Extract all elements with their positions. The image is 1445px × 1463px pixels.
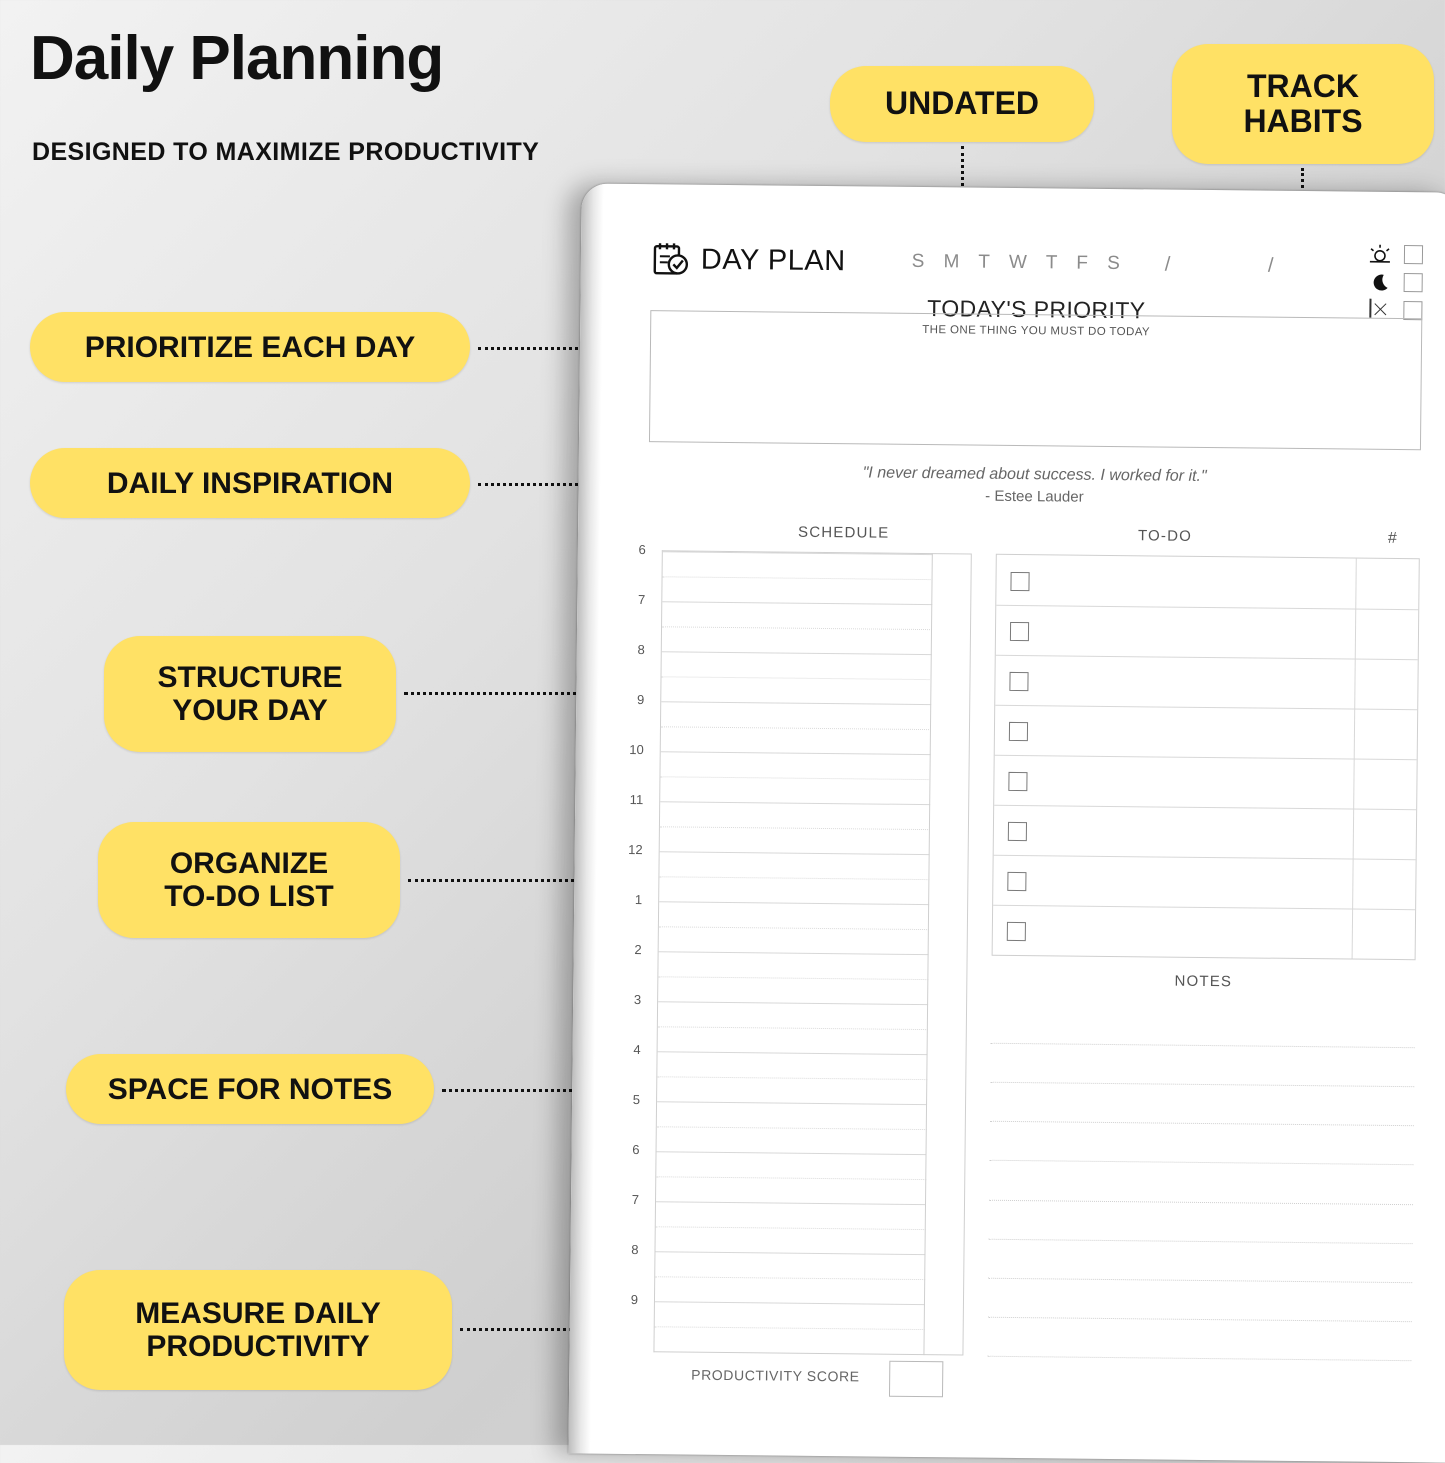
todo-checkbox[interactable] [1007,921,1026,940]
schedule-grid[interactable] [653,550,932,1355]
callout-organize-line1: ORGANIZE [170,847,328,880]
priority-heading: TODAY'S PRIORITY [650,292,1422,327]
todo-row[interactable] [996,555,1419,610]
habit-checkbox-skip[interactable] [1403,301,1422,320]
schedule-hour-line[interactable] [660,851,930,855]
date-field[interactable]: / / [1165,253,1320,278]
todo-count-cell[interactable] [1354,659,1418,710]
schedule-hour-label: 12 [628,842,643,857]
habit-row-night[interactable] [1317,269,1423,294]
todo-row[interactable] [993,855,1416,910]
productivity-input[interactable] [889,1361,943,1398]
todo-checkbox[interactable] [1008,771,1027,790]
callout-undated-label: UNDATED [885,86,1039,121]
schedule-heading: SCHEDULE [798,524,889,542]
page-title: Daily Planning [30,28,443,90]
schedule-half-hour-line[interactable] [658,976,928,980]
callout-measure-line1: MEASURE DAILY [135,1297,381,1330]
schedule-hour-label: 8 [637,642,644,657]
schedule-hour-line[interactable] [661,701,931,705]
callout-track-habits-line1: TRACK [1247,69,1359,104]
schedule-half-hour-line[interactable] [663,576,933,580]
schedule-half-hour-line[interactable] [660,776,930,780]
schedule-hour-label: 5 [633,1092,640,1107]
callout-notes-label: SPACE FOR NOTES [108,1073,392,1106]
schedule-side-column[interactable] [923,553,971,1355]
hour-label-column [607,550,645,1352]
callout-inspiration [30,448,470,518]
callout-undated [830,66,1094,142]
habit-checkbox-morning[interactable] [1404,245,1423,264]
notes-heading: NOTES [991,971,1415,992]
todo-row[interactable] [994,805,1417,860]
schedule-hour-label: 4 [633,1042,640,1057]
schedule-half-hour-line[interactable] [660,826,930,830]
schedule-hour-line[interactable] [662,651,932,655]
callout-prioritize-label: PRIORITIZE EACH DAY [85,331,416,364]
schedule-half-hour-line[interactable] [658,1026,928,1030]
schedule-hour-line[interactable] [656,1201,926,1205]
todo-row[interactable] [996,605,1419,660]
planner-page [568,183,1445,1462]
schedule-hour-label: 6 [632,1142,639,1157]
planner-header [651,232,1424,294]
schedule-hour-label: 1 [635,892,642,907]
todo-checkbox[interactable] [1010,571,1029,590]
todo-checkbox[interactable] [1008,821,1027,840]
todo-row[interactable] [994,755,1417,810]
todo-checkbox[interactable] [1009,671,1028,690]
schedule-hour-label: 9 [631,1292,638,1307]
planner-title: DAY PLAN [701,243,846,278]
schedule-hour-line[interactable] [663,551,933,555]
schedule-half-hour-line[interactable] [662,676,932,680]
notes-line[interactable] [990,1082,1414,1087]
schedule-hour-label: 2 [634,942,641,957]
schedule-half-hour-line[interactable] [657,1126,927,1130]
habit-checkbox-night[interactable] [1404,273,1423,292]
planner-content [639,232,1423,1422]
notes-line[interactable] [987,1356,1411,1361]
schedule-half-hour-line[interactable] [657,1076,927,1080]
schedule-hour-line[interactable] [662,601,932,605]
column-headings [648,522,1420,530]
schedule-hour-label: 3 [634,992,641,1007]
page-subtitle: DESIGNED TO MAXIMIZE PRODUCTIVITY [32,138,539,167]
habit-row-morning[interactable] [1317,241,1423,266]
notes-area[interactable] [987,1004,1415,1360]
callout-track-habits [1172,44,1434,164]
todo-list[interactable] [992,554,1420,960]
schedule-hour-label: 10 [629,742,644,757]
schedule-half-hour-line[interactable] [661,726,931,730]
callout-inspiration-label: DAILY INSPIRATION [107,467,393,500]
schedule-hour-line[interactable] [658,1001,928,1005]
schedule-hour-label: 11 [630,792,644,807]
productivity-score [653,1358,963,1395]
todo-count-cell[interactable] [1352,859,1416,910]
notes-line[interactable] [988,1278,1412,1283]
callout-measure [64,1270,452,1390]
todo-count-cell[interactable] [1353,809,1417,860]
todo-count-cell[interactable] [1355,559,1419,610]
todo-row[interactable] [993,905,1416,959]
sunrise-icon [1368,244,1390,264]
quote-author: - Estee Lauder [648,484,1420,509]
todo-count-cell[interactable] [1355,609,1419,660]
schedule-hour-line[interactable] [661,751,931,755]
callout-organize-line2: TO-DO LIST [164,880,333,913]
notes-line[interactable] [989,1160,1413,1165]
todo-checkbox[interactable] [1007,871,1026,890]
schedule-hour-line[interactable] [659,901,929,905]
callout-prioritize [30,312,470,382]
callout-track-habits-line2: HABITS [1243,104,1362,139]
todo-count-heading: # [1388,530,1398,548]
schedule-hour-line[interactable] [659,951,929,955]
notes-line[interactable] [988,1317,1412,1322]
book-spine [568,183,603,1453]
schedule-hour-line[interactable] [657,1101,927,1105]
schedule-hour-line[interactable] [655,1251,925,1255]
schedule-half-hour-line[interactable] [656,1226,926,1230]
schedule-hour-label: 7 [638,592,645,607]
callout-structure-line2: YOUR DAY [172,694,328,727]
callout-measure-line2: PRODUCTIVITY [146,1330,369,1363]
schedule-half-hour-line[interactable] [659,926,929,930]
todo-row[interactable] [995,705,1418,760]
schedule-hour-label: 8 [631,1242,638,1257]
todo-checkbox[interactable] [1009,721,1028,740]
schedule-hour-line[interactable] [657,1151,927,1155]
todo-heading: TO-DO [1138,527,1192,545]
notes-line[interactable] [990,1121,1414,1126]
callout-organize [98,822,400,938]
schedule-half-hour-line[interactable] [662,626,932,630]
notes-line[interactable] [989,1199,1413,1204]
priority-input[interactable] [649,310,1422,450]
schedule-hour-label: 6 [639,542,646,557]
schedule-hour-label: 7 [632,1192,639,1207]
todo-count-cell[interactable] [1352,909,1416,960]
callout-structure [104,636,396,752]
todo-count-cell[interactable] [1353,759,1417,810]
schedule-half-hour-line[interactable] [655,1326,925,1330]
productivity-label: PRODUCTIVITY SCORE [691,1367,860,1385]
todo-row[interactable] [995,655,1418,710]
todo-count-cell[interactable] [1354,709,1418,760]
schedule-half-hour-line[interactable] [659,876,929,880]
todo-checkbox[interactable] [1010,621,1029,640]
schedule-hour-line[interactable] [660,801,930,805]
schedule-hour-label: 9 [637,692,644,707]
schedule-hour-line[interactable] [655,1301,925,1305]
schedule-half-hour-line[interactable] [656,1176,926,1180]
quote-text: "I never dreamed about success. I worked for it." [863,464,1207,485]
checklist-icon [651,239,691,279]
days-of-week[interactable]: S M T W T F S [912,251,1127,275]
callout-structure-line1: STRUCTURE [158,661,343,694]
daily-quote [648,462,1420,509]
habit-tracker [1316,241,1423,326]
notes-line[interactable] [989,1238,1413,1243]
schedule-half-hour-line[interactable] [655,1276,925,1280]
moon-icon [1368,272,1390,292]
schedule-hour-line[interactable] [658,1051,928,1055]
callout-notes [66,1054,434,1124]
notes-line[interactable] [991,1043,1415,1048]
priority-subheading: THE ONE THING YOU MUST DO TODAY [650,321,1422,341]
